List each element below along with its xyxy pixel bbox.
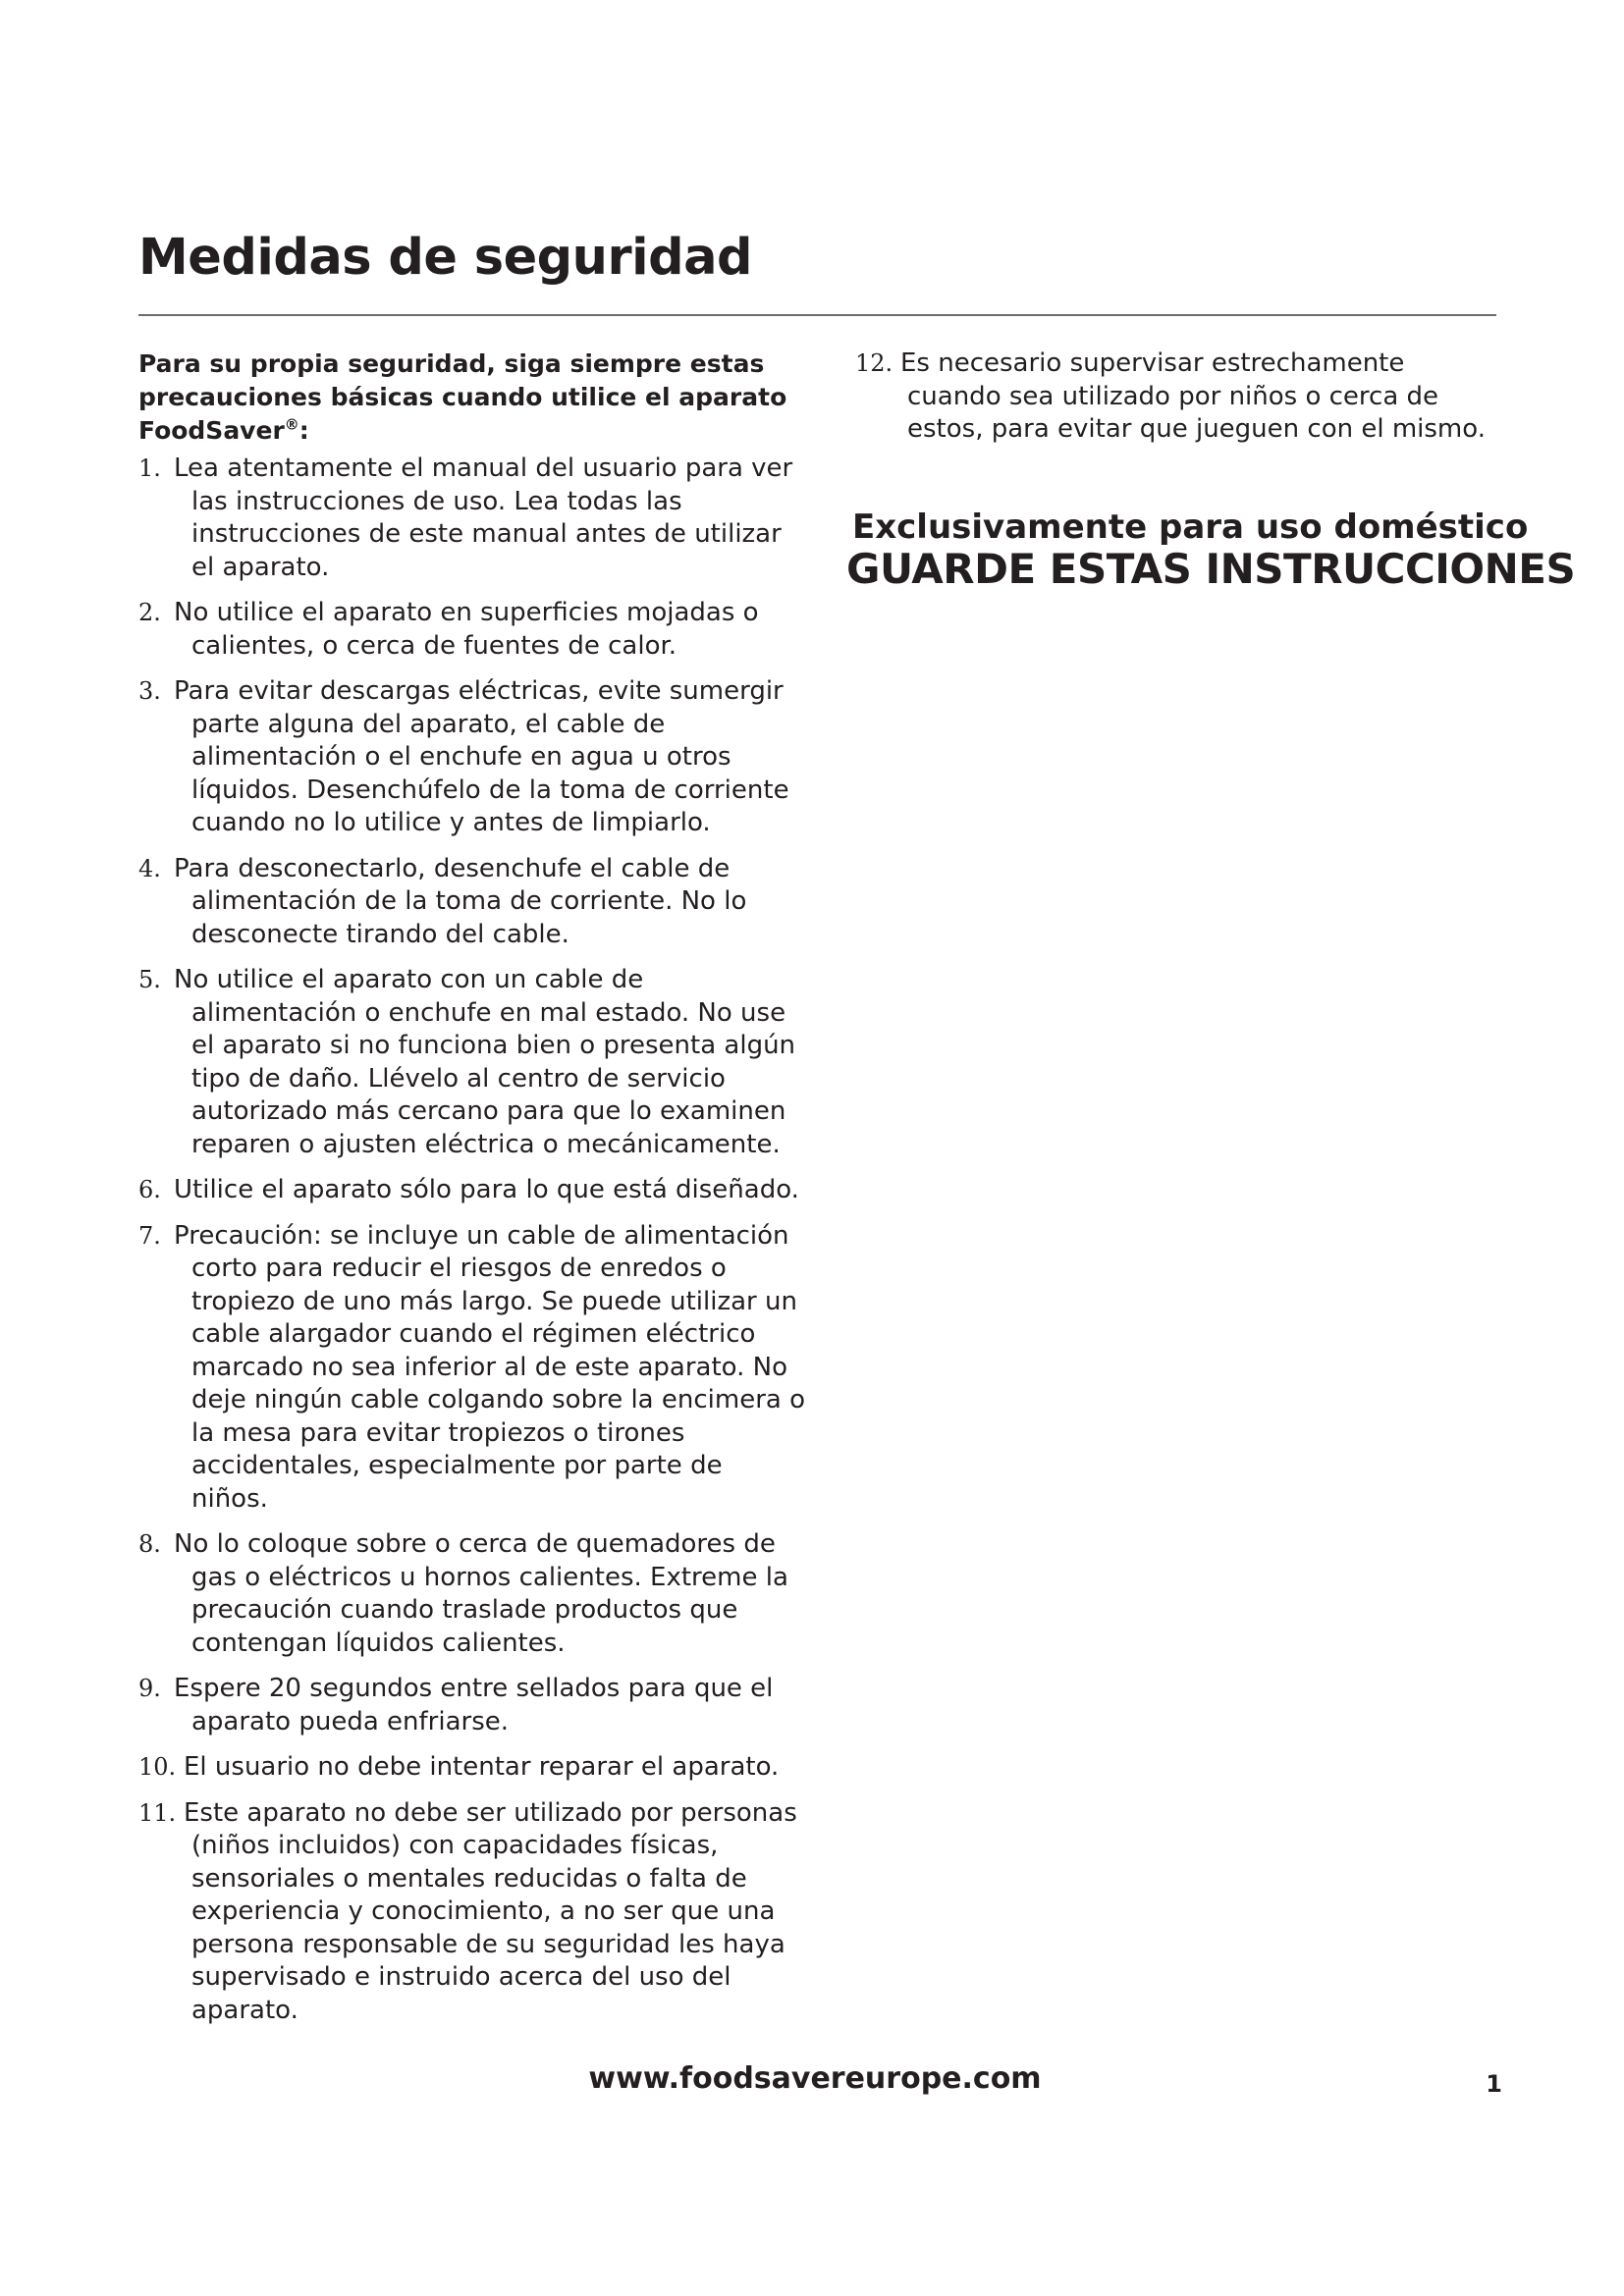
item-text: Es necesario supervisar estrechamente cuando sea utilizado por niños o cerca de estos, para evitar que jueguen con el mismo. [900,348,1486,444]
item-text: No utilice el aparato en superficies mojadas o calientes, o cerca de fuentes de calor. [174,598,759,661]
item-number: 4. [138,854,161,882]
item-text: Este aparato no debe ser utilizado por personas (niños incluidos) con capacidades físicas, sensoriales o mentales reducidas o falta de experiencia y conocimiento, a no ser que una persona responsable de su seguridad les haya supervisado e instruido acerca del uso del aparato. [184,1797,797,2025]
safety-list [138,453,806,2027]
item-number: 10. [138,1753,177,1781]
item-text: Espere 20 segundos entre sellados para que el aparato pueda enfriarse. [174,1674,774,1736]
item-number: 8. [138,1530,161,1558]
page-number: 1 [1486,2070,1502,2098]
right-column [852,347,1500,459]
safety-item-3 [138,675,806,840]
safety-item-12 [852,347,1500,447]
item-number: 12. [855,349,893,377]
safety-item-11 [138,1797,806,2028]
item-number: 1. [138,454,161,482]
keep-instructions-notice: GUARDE ESTAS INSTRUCCIONES [846,545,1576,593]
safety-item-5 [138,964,806,1161]
item-text: Lea atentamente el manual del usuario para ver las instrucciones de uso. Lea todas las instrucciones de este manual antes de utilizar el aparato. [174,454,793,582]
safety-item-4 [138,853,806,952]
item-text: Para desconectarlo, desenchufe el cable de alimentación de la toma de corriente. No lo desconecte tirando del cable. [174,853,747,949]
title-divider [138,314,1496,316]
item-number: 3. [138,677,161,705]
safety-item-7 [138,1220,806,1517]
item-text: Precaución: se incluye un cable de alimentación corto para reducir el riesgos de enredos o tropiezo de uno más largo. Se puede utilizar un cable alargador cuando el régimen eléctrico marcado no sea inferior al de este aparato. No deje ningún cable colgando sobre la encimera o la mesa para evitar tropiezos o tirones accidentales, especialmente por parte de niños. [174,1220,805,1514]
item-number: 6. [138,1176,161,1203]
home-use-notice: Exclusivamente para uso doméstico [852,507,1529,547]
intro-paragraph [138,347,806,448]
safety-item-6 [138,1174,806,1207]
item-text: No utilice el aparato con un cable de alimentación o enchufe en mal estado. No use el aparato si no funciona bien o presenta algún tipo de daño. Llévelo al centro de servicio autorizado más cercano para que lo examinen reparen o ajusten eléctrica o mecánicamente. [174,965,796,1159]
safety-item-2 [138,597,806,663]
item-text: Utilice el aparato sólo para lo que está diseñado. [174,1175,799,1204]
safety-list-continued [852,347,1500,447]
safety-item-9 [138,1673,806,1738]
registered-mark: ® [284,415,299,434]
item-number: 7. [138,1221,161,1250]
item-text: Para evitar descargas eléctricas, evite sumergir parte alguna del aparato, el cable de alimentación o el enchufe en agua u otros líquidos. Desenchúfelo de la toma de corriente cuando no lo utilice y antes de limpiarlo. [174,676,789,837]
safety-item-10 [138,1751,806,1785]
page-title: Medidas de seguridad [138,229,753,287]
item-number: 2. [138,599,161,626]
item-number: 11. [138,1798,177,1827]
intro-text: Para su propia seguridad, siga siempre estas precauciones básicas cuando utilice el aparato FoodSaver [138,349,787,445]
item-text: El usuario no debe intentar reparar el aparato. [184,1752,780,1782]
item-text: No lo coloque sobre o cerca de quemadores de gas o eléctricos u hornos calientes. Extreme la precaución cuando traslade productos que contengan líquidos calientes. [174,1529,788,1658]
left-column [138,347,806,2040]
item-number: 5. [138,966,161,993]
intro-colon: : [298,416,309,445]
safety-item-1 [138,453,806,584]
item-number: 9. [138,1675,161,1702]
footer-website-url: www.foodsavereurope.com [588,2061,1042,2096]
safety-item-8 [138,1528,806,1660]
